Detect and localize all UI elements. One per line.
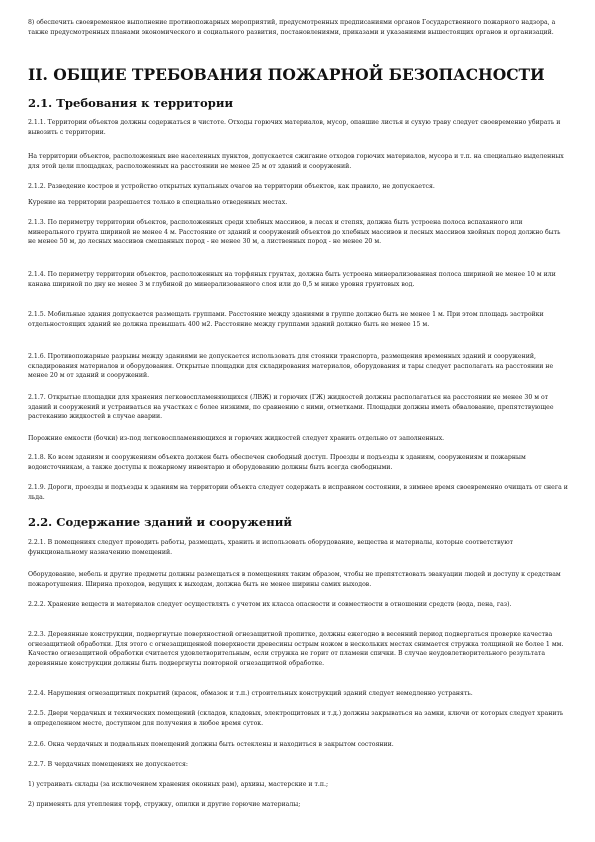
intro-paragraph: 8) обеспечить своевременное выполнение противопожарных мероприятий, предусмотренных предписаниями органов Государственного пожарного надзора, а также предусмотренных планами экономического и социального развития, постановлениями, приказами и указаниями вышестоящих органов и организаций.: [28, 19, 556, 36]
paragraph-2-1-1: 2.1.1. Территории объектов должны содержаться в чистоте. Отходы горючих материалов, мусор, опавшие листья и сухую траву следует своевременно убирать и вывозить с территории.: [28, 119, 561, 136]
paragraph-2-2-5: 2.2.5. Двери чердачных и технических помещений (складов, кладовых, электрощитовых и т.д.) должны закрываться на замки, ключи от которых следует хранить в определенном месте, доступном для получения в любое время суток.: [28, 710, 564, 727]
paragraph-2-2-6: 2.2.6. Окна чердачных и подвальных помещений должны быть остеклены и находиться в закрытом состоянии.: [28, 741, 394, 748]
paragraph-2-2-4: 2.2.4. Нарушения огнезащитных покрытий (красок, обмазок и т.п.) строительных конструкций зданий следует немедленно устранять.: [28, 690, 473, 697]
subsection-title-territory: 2.1. Требования к территории: [28, 96, 234, 110]
paragraph-2-1-8: 2.1.8. Ко всем зданиям и сооружениям объекта должен быть обеспечен свободный доступ. Проезды и подъезды к зданиям, сооружениям и пожарным водоисточникам, а также доступы к пожарному инвентарю и оборудованию должны быть всегда свободными.: [28, 454, 526, 471]
paragraph-2-1-7: 2.1.7. Открытые площадки для хранения легковоспламеняющихся (ЛВЖ) и горючих (ГЖ) жидкостей должны располагаться на расстоянии не менее 30 м от зданий и сооружений и устраиваться на участках с более низкими, по сравнению с ними, отметками. Площадки должны иметь обвалование, препятствующее растеканию жидкостей в случае аварии.: [28, 394, 554, 421]
list-item-1: 1) устраивать склады (за исключением хранения оконных рам), архивы, мастерские и т.п.;: [28, 781, 329, 788]
section-title: II. ОБЩИЕ ТРЕБОВАНИЯ ПОЖАРНОЙ БЕЗОПАСНОСТИ: [28, 65, 545, 84]
paragraph-smoking: Курение на территории разрешается только в специально отведенных местах.: [28, 199, 288, 206]
paragraph-2-1-4: 2.1.4. По периметру территории объектов, расположенных на торфяных грунтах, должна быть устроена минерализованная полоса шириной не менее 10 м или канава шириной по дну не менее 3 м глубиной до минерализованного слоя или до 0,5 м ниже уровня грунтовых вод.: [28, 271, 556, 288]
paragraph-2-1-5: 2.1.5. Мобильные здания допускается размещать группами. Расстояние между зданиями в группе должно быть не менее 1 м. При этом площадь застройки отдельностоящих зданий не должна превышать 400 м2. Расстояние между группами зданий должно быть не менее 15 м.: [28, 311, 544, 328]
paragraph-equipment-placement: Оборудование, мебель и другие предметы должны размещаться в помещениях таким образом, чтобы не препятствовать эвакуации людей и доступу к средствам пожаротушения. Ширина проходов, ведущих к выходам, должна быть не менее ширины самих выходов.: [28, 571, 561, 588]
paragraph-2-2-7: 2.2.7. В чердачных помещениях не допускается:: [28, 761, 188, 768]
paragraph-2-2-1: 2.2.1. В помещениях следует проводить работы, размещать, хранить и использовать оборудование, вещества и материалы, которые соответствуют функциональному назначению помещений.: [28, 539, 513, 556]
subsection-title-buildings: 2.2. Содержание зданий и сооружений: [28, 515, 292, 529]
paragraph-2-2-3: 2.2.3. Деревянные конструкции, подвергнутые поверхностной огнезащитной пропитке, должны ежегодно в весенний период подвергаться проверке качества огнезащитной обработки. Для этого с огнезащищенной поверхности древесины острым ножом в нескольких местах снимается стружка толщиной не более 1 мм. Качество огнезащитной обработки считается удовлетворительным, если стружка не горит от пламени спички. В случае неудовлетворительного результата деревянные конструкции должны быть подвергнуты повторной огнезащитной обработке.: [28, 631, 564, 667]
paragraph-2-1-9: 2.1.9. Дороги, проезды и подъезды к зданиям на территории объекта следует содержать в исправном состоянии, в зимнее время своевременно очищать от снега и льда.: [28, 484, 568, 501]
paragraph-2-1-3: 2.1.3. По периметру территории объектов, расположенных среди хлебных массивов, в лесах и степях, должна быть устроена полоса вспаханного или минерального грунта шириной не менее 4 м. Расстояние от зданий и сооружений объектов до хлебных массивов и лесных массивов хвойных пород должно быть не менее 50 м, до лесных массивов смешанных пород - не менее 30 м, а лиственных пород - не менее 20 м.: [28, 219, 561, 246]
paragraph-2-1-2: 2.1.2. Разведение костров и устройство открытых купальных очагов на территории объектов, как правило, не допускается.: [28, 183, 435, 190]
paragraph-2-1-6: 2.1.6. Противопожарные разрывы между зданиями не допускается использовать для стоянки транспорта, размещения временных зданий и сооружений, складирования материалов и оборудования. Открытые площадки для складирования материалов, оборудования и тары следует располагать на расстоянии не менее 20 м от зданий и сооружений.: [28, 353, 554, 380]
paragraph-empty-containers: Порожние емкости (бочки) из-под легковоспламеняющихся и горючих жидкостей следует хранить отдельно от заполненных.: [28, 435, 445, 442]
list-item-2: 2) применять для утепления торф, стружку, опилки и другие горючие материалы;: [28, 801, 301, 808]
paragraph-burning-waste: На территории объектов, расположенных вне населенных пунктов, допускается сжигание отходов горючих материалов, мусора и т.п. на специально выделенных для этой цели площадках, расположенных на расстоянии не менее 25 м от зданий и сооружений.: [28, 153, 564, 170]
paragraph-2-2-2: 2.2.2. Хранение веществ и материалов следует осуществлять с учетом их класса опасности и совместности в отношении средств (вода, пена, газ).: [28, 601, 512, 608]
